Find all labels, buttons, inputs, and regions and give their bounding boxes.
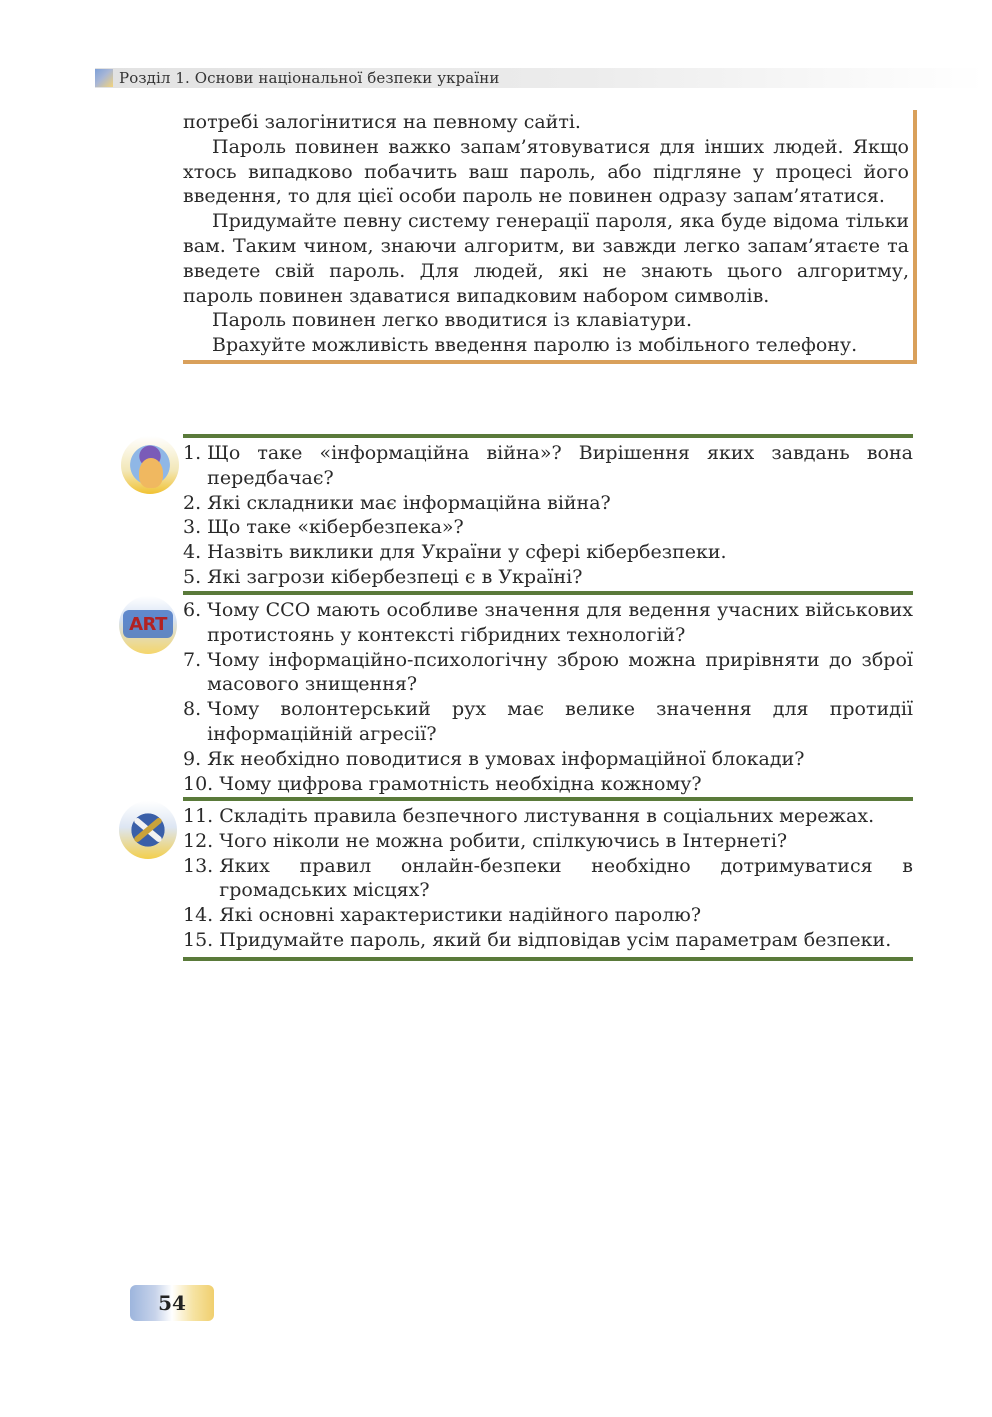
section-marker-icon [95,69,113,87]
list-item: 1. Що таке «інформаційна війна»? Вирішення яких завдань вона передбачає? [183,442,913,489]
paragraph: Пароль повинен важко запам’ятовуватися для інших людей. Якщо хтось випадково побачить ваш пароль, або підгляне у процесі його введення, то для цієї особи пароль не повинен одразу запам’ятатися. [183,135,909,208]
brain-icon [121,436,179,494]
paragraph: Пароль повинен легко вводитися із клавіатури. [212,309,693,332]
list-item: 11. Складіть правила безпечного листування в соціальних мережах. [183,805,875,827]
divider [183,957,913,961]
tools-icon [119,801,177,859]
list-item: 10. Чому цифрова грамотність необхідна кожному? [183,772,702,795]
question-group-knowledge [183,434,913,590]
paragraph: потребі залогінитися на певному сайті. [183,111,581,133]
art-icon [119,596,177,654]
list-item: 7. Чому інформаційно-психологічну зброю можна прирівняти до зброї масового знищення? [183,648,913,696]
list-item: 8. Чому волонтерський рух має велике значення для протидії інформаційній агресії? [183,698,913,745]
list-item: 15. Придумайте пароль, який би відповідав усім параметрам безпеки. [183,928,892,951]
question-group-practice [183,797,913,961]
question-group-analysis [183,591,913,796]
list-item: 2. Які складники має інформаційна війна? [183,491,611,514]
list-item: 6. Чому ССО мають особливе значення для ведення учасних військових протистоянь у контексті гібридних технологій? [183,599,913,646]
password-tips-box [183,110,917,364]
page-number: 54 [158,1291,186,1315]
page-number-badge [130,1285,214,1321]
list-item: 3. Що таке «кібербезпека»? [183,516,464,539]
paragraph: Придумайте певну систему генерації пароля, яка буде відома тільки вам. Таким чином, знаючи алгоритм, ви завжди легко запам’ятаєте та введете свій пароль. Для людей, які не знають цього алгоритму, пароль повинен здаватися випадковим набором символів. [183,210,909,307]
paragraph: Врахуйте можливість введення паролю із мобільного телефону. [212,334,858,357]
list-item: 4. Назвіть виклики для України у сфері кібербезпеки. [183,541,727,564]
running-header [95,68,985,88]
section-title: Розділ 1. Основи національної безпеки україни [119,69,500,87]
list-item: 14. Які основні характеристики надійного паролю? [183,904,702,927]
list-item: 13. Яких правил онлайн-безпеки необхідно дотримуватися в громадських місцях? [183,854,913,902]
list-item: 5. Які загрози кібербезпеці є в Україні? [183,565,583,588]
art-icon-label: ART [129,614,167,635]
list-item: 12. Чого ніколи не можна робити, спілкуючись в Інтернеті? [183,829,788,852]
list-item: 9. Як необхідно поводитися в умовах інформаційної блокади? [183,747,805,770]
